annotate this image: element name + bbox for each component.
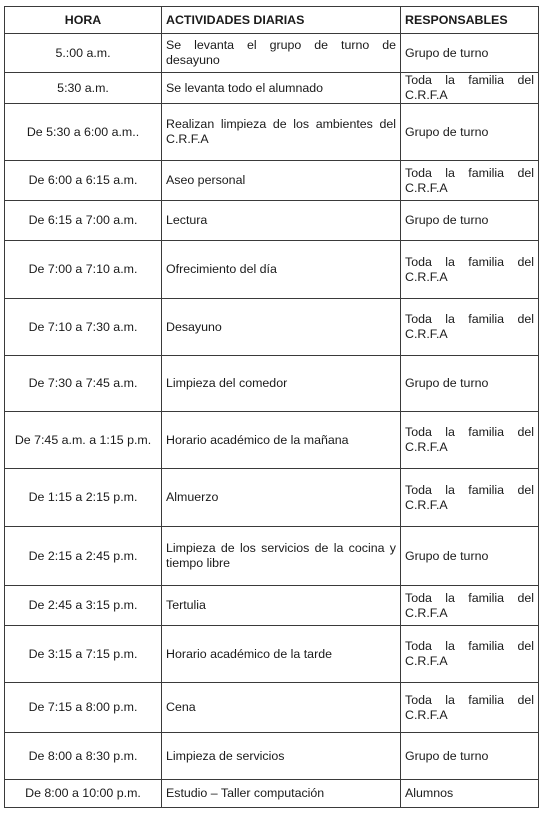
table-row [5, 626, 539, 683]
table-row [5, 299, 539, 356]
cell-actividad: Desayuno [162, 299, 401, 356]
cell-hora: De 6:00 a 6:15 a.m. [5, 161, 162, 201]
cell-actividad: Horario académico de la mañana [162, 412, 401, 469]
cell-hora: De 2:15 a 2:45 p.m. [5, 527, 162, 586]
cell-responsable: Toda la familia del C.R.F.A [401, 626, 539, 683]
cell-responsable: Grupo de turno [401, 356, 539, 412]
table-row [5, 356, 539, 412]
table-row [5, 733, 539, 780]
cell-hora: De 8:00 a 8:30 p.m. [5, 733, 162, 780]
table-row [5, 201, 539, 241]
cell-hora: De 7:10 a 7:30 a.m. [5, 299, 162, 356]
cell-hora: De 7:45 a.m. a 1:15 p.m. [5, 412, 162, 469]
cell-actividad: Cena [162, 683, 401, 733]
table-row [5, 527, 539, 586]
cell-responsable: Toda la familia del C.R.F.A [401, 683, 539, 733]
cell-hora: De 5:30 a 6:00 a.m.. [5, 104, 162, 161]
cell-responsable: Grupo de turno [401, 104, 539, 161]
cell-actividad: Horario académico de la tarde [162, 626, 401, 683]
table-row [5, 241, 539, 299]
cell-responsable: Grupo de turno [401, 34, 539, 73]
cell-actividad: Estudio – Taller computación [162, 780, 401, 808]
cell-actividad: Ofrecimiento del día [162, 241, 401, 299]
table-row [5, 586, 539, 626]
table-row [5, 469, 539, 527]
table-row [5, 683, 539, 733]
table-header [5, 7, 539, 34]
table-row [5, 412, 539, 469]
daily-schedule-table [4, 6, 539, 808]
cell-hora: De 2:45 a 3:15 p.m. [5, 586, 162, 626]
cell-responsable: Grupo de turno [401, 733, 539, 780]
cell-actividad: Se levanta todo el alumnado [162, 73, 401, 104]
cell-responsable: Grupo de turno [401, 527, 539, 586]
cell-hora: De 1:15 a 2:15 p.m. [5, 469, 162, 527]
cell-hora: De 7:00 a 7:10 a.m. [5, 241, 162, 299]
cell-hora: De 7:30 a 7:45 a.m. [5, 356, 162, 412]
cell-hora: De 6:15 a 7:00 a.m. [5, 201, 162, 241]
cell-hora: 5:30 a.m. [5, 73, 162, 104]
header-responsables: RESPONSABLES [401, 7, 539, 34]
table-row [5, 73, 539, 104]
cell-responsable: Toda la familia del C.R.F.A [401, 412, 539, 469]
cell-responsable: Grupo de turno [401, 201, 539, 241]
cell-hora: De 3:15 a 7:15 p.m. [5, 626, 162, 683]
cell-actividad: Tertulia [162, 586, 401, 626]
table-row [5, 780, 539, 808]
cell-actividad: Aseo personal [162, 161, 401, 201]
cell-responsable: Toda la familia del C.R.F.A [401, 469, 539, 527]
cell-hora: De 8:00 a 10:00 p.m. [5, 780, 162, 808]
cell-responsable: Toda la familia del C.R.F.A [401, 73, 539, 104]
cell-actividad: Limpieza del comedor [162, 356, 401, 412]
cell-actividad: Almuerzo [162, 469, 401, 527]
cell-hora: 5.:00 a.m. [5, 34, 162, 73]
cell-actividad: Realizan limpieza de los ambientes del C.R.F.A [162, 104, 401, 161]
header-row [5, 7, 539, 34]
cell-responsable: Toda la familia del C.R.F.A [401, 586, 539, 626]
cell-actividad: Limpieza de servicios [162, 733, 401, 780]
table-row [5, 104, 539, 161]
cell-actividad: Lectura [162, 201, 401, 241]
cell-hora: De 7:15 a 8:00 p.m. [5, 683, 162, 733]
cell-actividad: Limpieza de los servicios de la cocina y tiempo libre [162, 527, 401, 586]
cell-responsable: Toda la familia del C.R.F.A [401, 161, 539, 201]
cell-actividad: Se levanta el grupo de turno de desayuno [162, 34, 401, 73]
table-body [5, 34, 539, 808]
table-row [5, 161, 539, 201]
header-actividades: ACTIVIDADES DIARIAS [162, 7, 401, 34]
cell-responsable: Toda la familia del C.R.F.A [401, 241, 539, 299]
cell-responsable: Toda la familia del C.R.F.A [401, 299, 539, 356]
cell-responsable: Alumnos [401, 780, 539, 808]
header-hora: HORA [5, 7, 162, 34]
table-row [5, 34, 539, 73]
